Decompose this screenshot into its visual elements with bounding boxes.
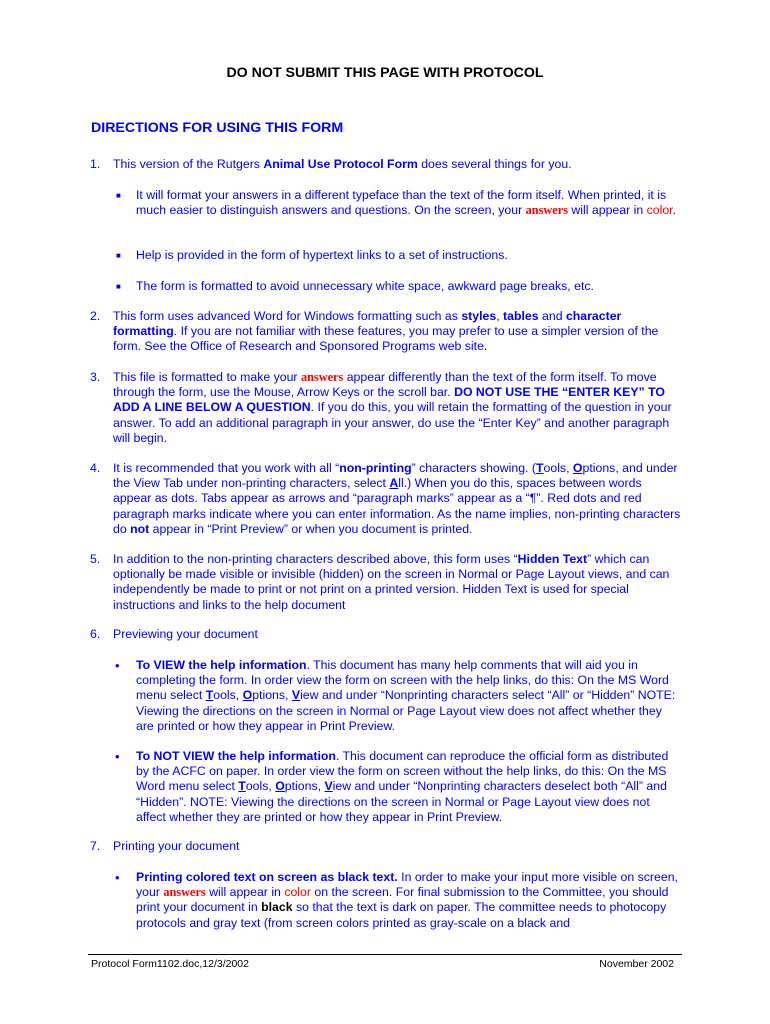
- footer-filename: Protocol Form1102.doc,12/3/2002: [91, 958, 249, 970]
- item-text: In addition to the non-printing characters described above, this form uses “: [113, 552, 518, 566]
- item-text: ” which can optionally be made visible or invisible (hidden) on the screen in Normal or Page Layout views, and can independently be made to print or not print on a printed version. Hidden Text is used for special instructions and links to the help document: [113, 552, 670, 612]
- footer-date: November 2002: [599, 958, 674, 970]
- item-text: Previewing your document: [113, 627, 258, 641]
- item-text: iew and under “Nonprinting characters deselect both “All” and “Hidden”. NOTE: Viewing the directions on the screen in Normal or Page Layout view does not affect whether they are printed or how they appear in Print Preview.: [136, 779, 667, 824]
- item-number: 6.: [90, 627, 101, 641]
- item-text: This file is formatted to make your: [113, 370, 301, 384]
- black-term: black: [261, 900, 293, 915]
- item-text: This version of the Rutgers: [113, 157, 264, 171]
- sub-item: [116, 188, 683, 218]
- answers-sample: answers: [300, 370, 344, 384]
- item-text: appear in “Print Preview” or when you document is printed.: [149, 521, 473, 536]
- item-text: will appear in: [205, 885, 285, 900]
- menu-accel-options: O: [242, 688, 253, 703]
- hidden-text-term: Hidden Text: [517, 552, 588, 566]
- item-text: ,: [496, 309, 504, 323]
- item-text: iew and under “Nonprinting characters select “All” or “Hidden” NOTE: Viewing the directions on the screen in Normal or Page Layout view does not affect whether they are printed or how they appear in Print Preview.: [136, 688, 676, 733]
- list-item-3: [90, 370, 683, 446]
- menu-accel-tools: T: [238, 779, 246, 794]
- menu-accel-tools: T: [536, 461, 544, 475]
- view-help-heading: To VIEW the help information: [136, 658, 307, 672]
- sub-item: [116, 279, 683, 294]
- item-text: and: [538, 309, 566, 323]
- not-view-help-heading: To NOT VIEW the help information: [136, 749, 336, 763]
- menu-accel-tools: T: [205, 688, 214, 703]
- item-number: 2.: [90, 309, 101, 323]
- item-text: ” characters showing. (: [411, 461, 536, 475]
- list-item-5: [90, 552, 683, 613]
- page-banner: DO NOT SUBMIT THIS PAGE WITH PROTOCOL: [226, 65, 544, 81]
- item-number: 5.: [90, 552, 101, 566]
- item-number: 7.: [90, 839, 101, 853]
- item-text: It will format your answers in a different typeface than the text of the form itself. When printed, it is much easier to distinguish answers and questions. On the screen, your: [136, 188, 667, 218]
- item-text: ools,: [245, 779, 276, 794]
- item-text: will appear in: [567, 203, 647, 218]
- menu-accel-view: V: [324, 779, 333, 794]
- square-bullet-icon: ■: [116, 282, 121, 291]
- item-number: 3.: [90, 370, 101, 384]
- menu-accel-view: V: [291, 688, 301, 703]
- enter-key-warning: DO NOT USE THE “ENTER KEY” TO ADD A LINE BELOW A QUESTION: [113, 385, 665, 415]
- item-text: . If you are not familiar with these features, you may prefer to use a simpler version of the form. See the Office of Research and Sponsored Programs web site.: [113, 324, 659, 354]
- item-text: .: [672, 203, 676, 218]
- item-text: Printing your document: [113, 839, 240, 853]
- square-bullet-icon: ■: [116, 191, 121, 200]
- item-text: ll.) When you do this, spaces between words appear as dots. Tabs appear as arrows and “paragraph marks” appear as a “¶”. Red dots and red paragraph marks indicate where you can enter information. As the name implies, non-printing characters do: [113, 476, 681, 536]
- character-formatting-term: character formatting: [113, 309, 622, 339]
- non-printing-term: non-printing: [339, 461, 412, 475]
- item-text: ools,: [213, 688, 243, 703]
- item-text: . This document can reproduce the official form as distributed by the ACFC on paper. In order view the form on screen without the help links, do this: On the MS Word menu select: [136, 749, 669, 794]
- color-sample: color: [646, 203, 673, 218]
- item-text: ptions,: [252, 688, 292, 703]
- item-text: This form uses advanced Word for Windows formatting such as: [113, 309, 462, 323]
- menu-accel-options: O: [572, 461, 583, 475]
- item-number: 1.: [90, 157, 101, 171]
- item-number: 4.: [90, 461, 101, 475]
- square-bullet-icon: ■: [116, 251, 121, 260]
- item-text: . This document has many help comments that will aid you in completing the form. In order view the form on screen with the help links, do this: On the MS Word menu select: [136, 658, 669, 703]
- color-sample: color: [284, 885, 311, 900]
- item-text: appear differently than the text of the form itself. To move through the form, use the Mouse, Arrow Keys or the scroll bar.: [113, 370, 657, 400]
- item-text: does several things for you.: [417, 157, 572, 171]
- form-name-link[interactable]: Animal Use Protocol Form: [263, 157, 418, 171]
- not-emphasis: not: [130, 521, 150, 536]
- answers-sample: answers: [163, 885, 206, 900]
- sub-item: [116, 248, 683, 263]
- item-text: ptions, and under the View Tab under non-printing characters, select: [113, 461, 678, 491]
- menu-accel-options: O: [275, 779, 285, 794]
- bullet-icon: •: [115, 658, 120, 673]
- item-text: so that the text is dark on paper. The committee needs to photocopy protocols and gray text (from screen colors printed as gray-scale on a black and: [136, 900, 667, 930]
- item-text: Help is provided in the form of hypertext links to a set of instructions.: [136, 248, 508, 262]
- list-item-7: [90, 839, 683, 854]
- item-text: on the screen. For final submission to the Committee, you should print your document in: [136, 885, 669, 915]
- item-text: ools,: [543, 461, 573, 475]
- styles-term: styles: [461, 309, 497, 323]
- bullet-icon: •: [115, 749, 120, 764]
- list-item-1: [90, 157, 683, 172]
- sub-item: [115, 749, 683, 825]
- item-text: . If you do this, you will retain the formatting of the question in your answer. To add an additional paragraph in your answer, do use the “Enter Key” and another paragraph will begin.: [113, 400, 672, 445]
- item-text: ptions,: [284, 779, 325, 794]
- answers-sample: answers: [525, 203, 568, 218]
- list-item-2: [90, 309, 683, 355]
- sub-item: [115, 658, 683, 734]
- item-text: In order to make your input more visible on screen, your: [136, 870, 678, 900]
- tables-term: tables: [503, 309, 539, 323]
- printing-colored-heading: Printing colored text on screen as black text.: [136, 870, 398, 884]
- page-title: DIRECTIONS FOR USING THIS FORM: [91, 120, 344, 136]
- sub-item: [115, 870, 683, 931]
- footer-divider: [88, 954, 682, 955]
- item-text: It is recommended that you work with all “: [113, 461, 340, 475]
- item-text: The form is formatted to avoid unnecessary white space, awkward page breaks, etc.: [136, 279, 594, 293]
- list-item-6: [90, 627, 683, 642]
- menu-accel-all: A: [389, 476, 399, 491]
- list-item-4: [90, 461, 683, 537]
- bullet-icon: •: [115, 870, 120, 885]
